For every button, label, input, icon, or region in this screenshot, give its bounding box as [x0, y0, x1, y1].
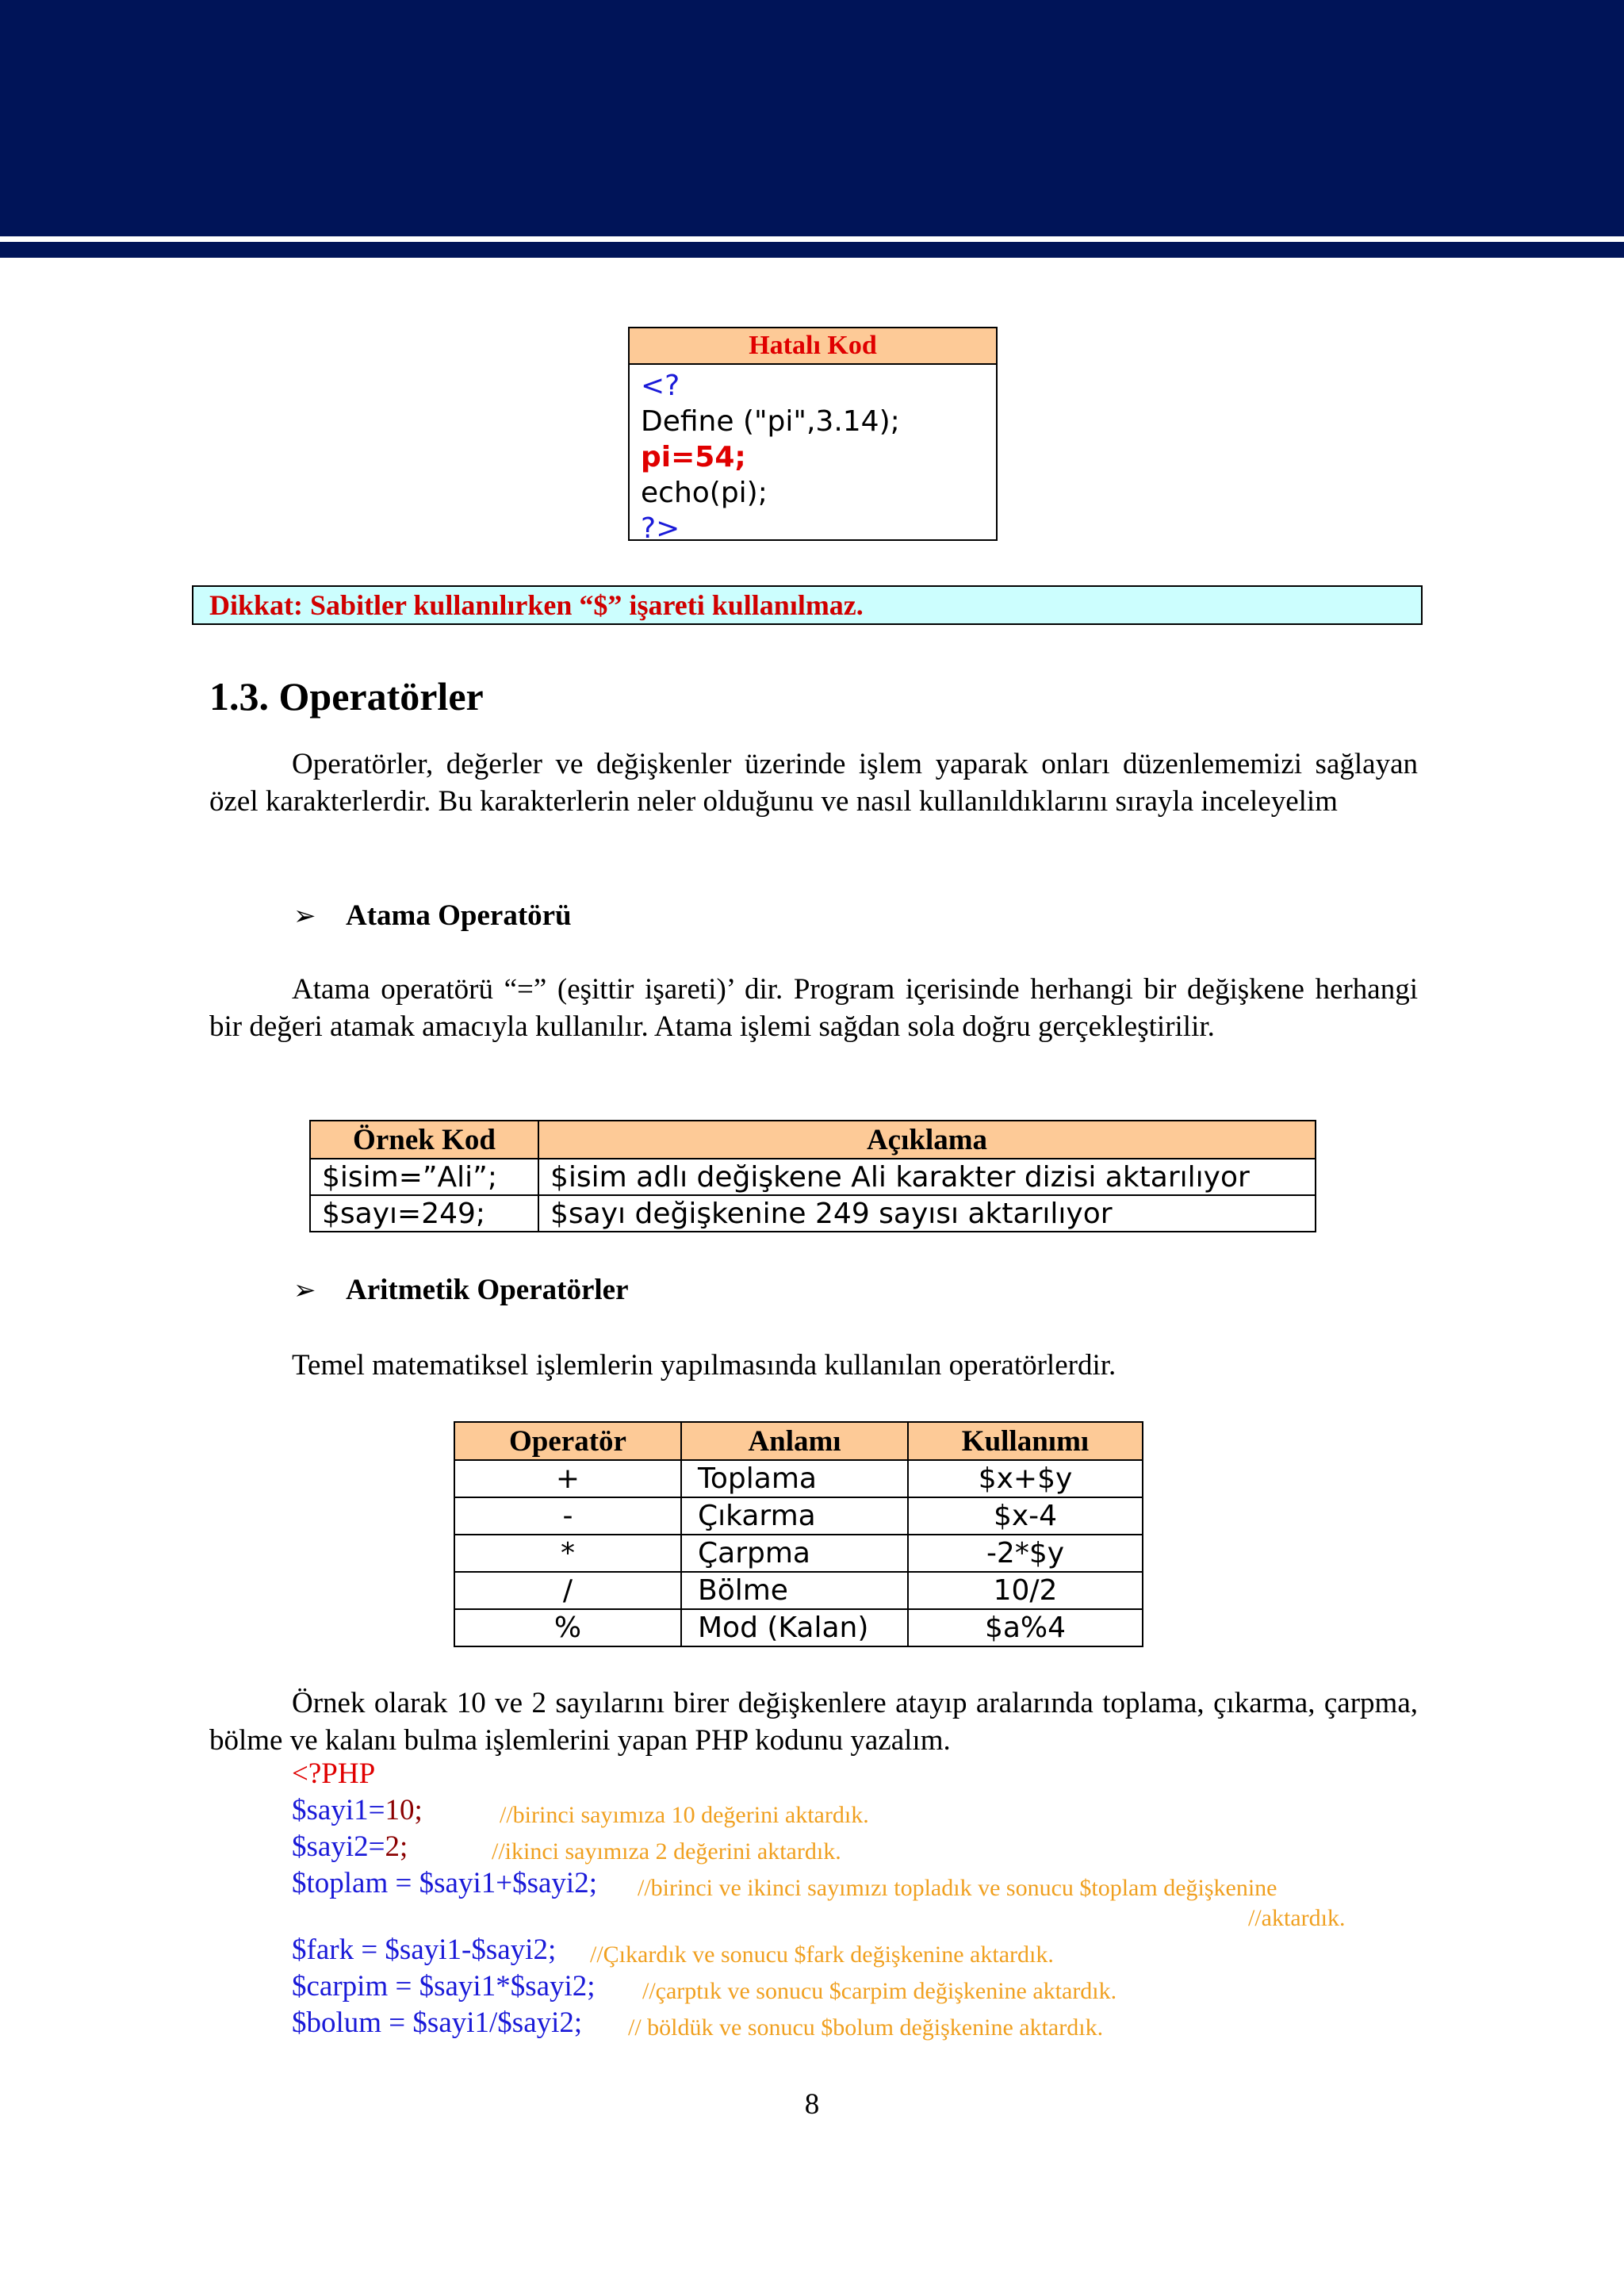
code-line: <? — [641, 370, 680, 402]
code-variable: $sayi1= — [292, 1794, 385, 1826]
arrow-bullet-icon: ➢ — [293, 1274, 316, 1306]
table-cell: Çarpma — [681, 1535, 908, 1572]
code-variable: $sayi2= — [292, 1830, 385, 1863]
arith-text: Temel matematiksel işlemlerin yapılmasında kullanılan operatörlerdir. — [292, 1349, 1116, 1382]
table-row — [454, 1572, 1143, 1609]
bullet-label: Atama Operatörü — [346, 899, 572, 932]
arithmetic-operators-table — [454, 1421, 1143, 1647]
code-comment: //birinci sayımıza 10 değerini aktardık. — [500, 1802, 869, 1828]
code-comment: //çarptık ve sonucu $carpim değişkenine aktardık. — [642, 1978, 1117, 2004]
code-comment: //Çıkardık ve sonucu $fark değişkenine aktardık. — [590, 1941, 1054, 1968]
table-row — [310, 1195, 1316, 1232]
table-row — [310, 1159, 1316, 1195]
error-code-title: Hatalı Kod — [630, 328, 996, 365]
arith-paragraph — [209, 1347, 1418, 1384]
bullet-aritmetik — [293, 1272, 629, 1309]
table-row — [454, 1535, 1143, 1572]
code-line — [292, 1829, 408, 1865]
header-banner — [0, 0, 1624, 236]
table-cell: * — [454, 1535, 681, 1572]
bullet-atama — [293, 898, 572, 934]
code-open-tag: <?PHP — [292, 1757, 376, 1790]
table-header: Kullanımı — [908, 1422, 1143, 1460]
code-line — [292, 1792, 423, 1829]
code-line: $toplam = $sayi1+$sayi2; — [292, 1867, 597, 1899]
table-header: Örnek Kod — [310, 1121, 538, 1159]
code-value: 10; — [385, 1794, 423, 1826]
table-cell: Bölme — [681, 1572, 908, 1609]
table-cell: $sayı değişkenine 249 sayısı aktarılıyor — [538, 1195, 1316, 1232]
table-cell: $x+$y — [908, 1460, 1143, 1497]
code-comment: //ikinci sayımıza 2 değerini aktardık. — [492, 1838, 841, 1865]
intro-paragraph — [209, 745, 1418, 820]
table-cell: $sayı=249; — [310, 1195, 538, 1232]
assignment-example-table — [309, 1120, 1316, 1232]
table-cell: -2*$y — [908, 1535, 1143, 1572]
example-paragraph — [209, 1685, 1418, 1759]
table-cell: Mod (Kalan) — [681, 1609, 908, 1646]
table-header: Operatör — [454, 1422, 681, 1460]
table-row — [454, 1609, 1143, 1646]
table-row — [454, 1497, 1143, 1535]
code-line: $bolum = $sayi1/$sayi2; — [292, 2006, 583, 2039]
table-cell: % — [454, 1609, 681, 1646]
section-title: 1.3. Operatörler — [209, 674, 484, 719]
code-comment: // böldük ve sonucu $bolum değişkenine aktardık. — [628, 2014, 1104, 2041]
assign-text: Atama operatörü “=” (eşittir işareti)’ dir. Program içerisinde herhangi bir değişkene herhangi bir değeri atamak amacıyla kullanılır. Atama işlemi sağdan sola doğru gerçekleştirilir. — [209, 973, 1418, 1043]
table-cell: 10/2 — [908, 1572, 1143, 1609]
table-cell: / — [454, 1572, 681, 1609]
table-cell: $a%4 — [908, 1609, 1143, 1646]
code-line: $carpim = $sayi1*$sayi2; — [292, 1970, 596, 2003]
intro-text: Operatörler, değerler ve değişkenler üzerinde işlem yaparak onları düzenlememizi sağlayan özel karakterlerdir. Bu karakterlerin neler olduğunu ve nasıl kullanıldıklarını sırayla inceleyelim — [209, 748, 1418, 818]
table-header: Anlamı — [681, 1422, 908, 1460]
table-cell: - — [454, 1497, 681, 1535]
arrow-bullet-icon: ➢ — [293, 900, 316, 932]
table-cell: Çıkarma — [681, 1497, 908, 1535]
error-code-box — [628, 327, 998, 545]
code-line: $fark = $sayi1-$sayi2; — [292, 1934, 557, 1966]
code-comment: //aktardık. — [1248, 1905, 1346, 1931]
code-line: Define ("pi",3.14); — [641, 405, 900, 438]
table-cell: + — [454, 1460, 681, 1497]
table-row — [454, 1460, 1143, 1497]
bullet-label: Aritmetik Operatörler — [346, 1274, 629, 1306]
table-cell: $x-4 — [908, 1497, 1143, 1535]
assign-paragraph — [209, 971, 1418, 1045]
code-line-error: pi=54; — [641, 441, 746, 473]
table-cell: $isim=”Ali”; — [310, 1159, 538, 1195]
code-comment: //birinci ve ikinci sayımızı topladık ve sonucu $toplam değişkenine — [638, 1875, 1277, 1901]
table-cell: Toplama — [681, 1460, 908, 1497]
table-header: Açıklama — [538, 1121, 1316, 1159]
code-value: 2; — [385, 1830, 408, 1863]
page-number: 8 — [804, 2088, 820, 2121]
example-text: Örnek olarak 10 ve 2 sayılarını birer değişkenlere atayıp aralarında toplama, çıkarma, çarpma, bölme ve kalanı bulma işlemlerini yapan PHP kodunu yazalım. — [209, 1687, 1418, 1757]
header-stripe — [0, 242, 1624, 258]
warning-note: Dikkat: Sabitler kullanılırken “$” işareti kullanılmaz. — [192, 585, 1423, 625]
code-line: echo(pi); — [641, 477, 768, 509]
table-cell: $isim adlı değişkene Ali karakter dizisi aktarılıyor — [538, 1159, 1316, 1195]
code-line: ?> — [641, 512, 680, 545]
